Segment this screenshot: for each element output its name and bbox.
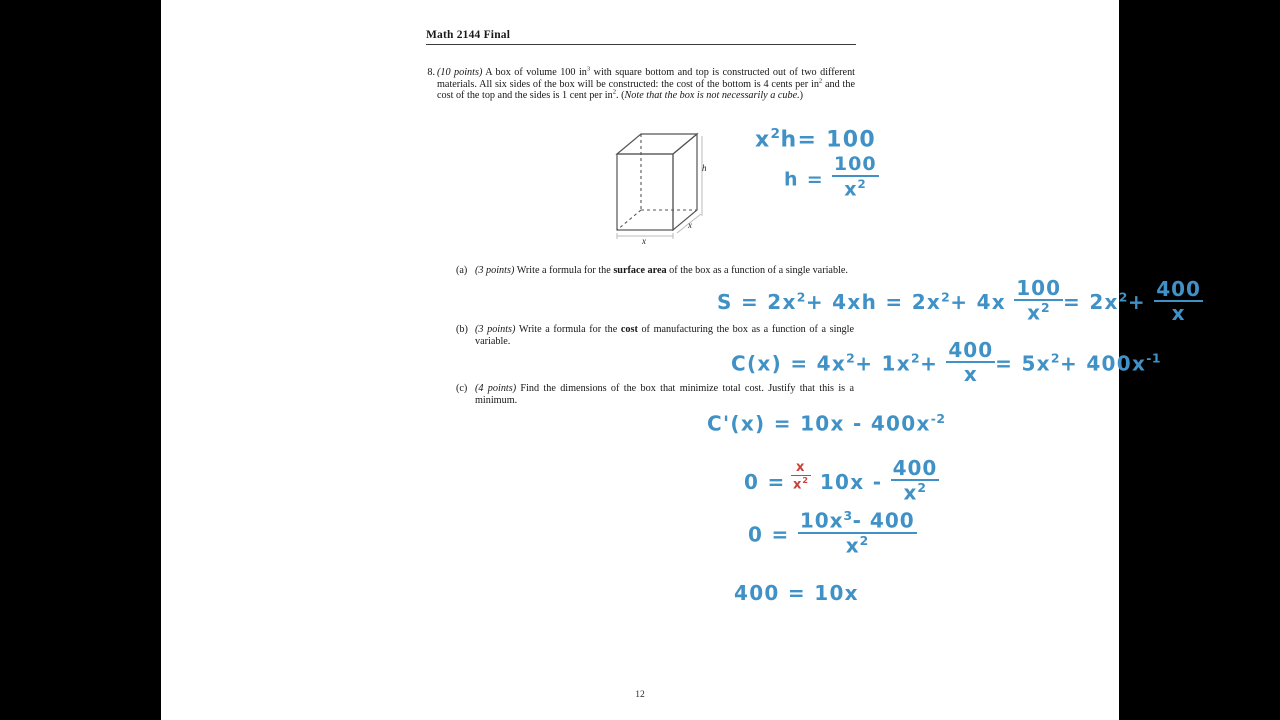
scanned-exam-page bbox=[161, 0, 1201, 720]
ink-x: x bbox=[755, 127, 771, 153]
part-a-bold-term: surface area bbox=[613, 265, 667, 276]
ink-zero1-start: 0 = bbox=[744, 470, 786, 495]
ink-red-fraction bbox=[791, 461, 811, 492]
ink-sa-mid2: + 4x bbox=[950, 290, 1006, 315]
ink-x-exponent: 2 bbox=[770, 126, 781, 142]
ink-denominator: $x^2$ bbox=[844, 177, 867, 201]
superscript-in2-a: 2 bbox=[818, 77, 823, 85]
figure-label-height: h bbox=[702, 163, 707, 173]
question-text-1: A box of volume 100 in bbox=[482, 67, 587, 78]
question-number: 8. bbox=[427, 67, 435, 78]
handwriting-volume-equation bbox=[755, 126, 876, 152]
ink-h: h bbox=[780, 127, 798, 153]
superscript-in2-b: 2 bbox=[612, 88, 616, 96]
ink-fraction-100-over-x2 bbox=[832, 155, 879, 200]
ink-zero1-fraction: $\frac{400}{x^2}$ bbox=[892, 456, 938, 506]
question-8-statement bbox=[427, 65, 855, 102]
part-a-prompt bbox=[456, 265, 854, 277]
handwriting-cost-function: $C(x) = 4x^2+ 1x^2+$ $\frac{400}{x}$ = $5x^2+ 400x^{-1}$ bbox=[731, 338, 1161, 387]
ink-cost-tail: + 400x bbox=[1060, 351, 1147, 376]
ink-h-equals: h = bbox=[784, 168, 824, 191]
ink-cost-start: C(x) = 4x bbox=[731, 351, 847, 376]
ink-sa-mid: + 4xh = 2x bbox=[805, 290, 942, 315]
ink-zero1-mid: 10x - bbox=[819, 470, 883, 495]
part-c-text: Find the dimensions of the box that minimize total cost. Justify that this is a minimum. bbox=[475, 383, 854, 406]
rectangular-box-diagram bbox=[613, 130, 713, 252]
part-b-label: (b) bbox=[456, 324, 468, 335]
figure-label-depth: x bbox=[688, 220, 692, 230]
ink-cost-fraction: $\frac{400}{x}$ bbox=[948, 338, 994, 387]
ink-sa-fraction-1: $\frac{100}{x^2}$ bbox=[1016, 276, 1062, 326]
header-title: Math 2144 Final bbox=[426, 29, 511, 41]
ink-cost-plus: + bbox=[920, 351, 939, 376]
part-a-text-after: of the box as a function of a single variable. bbox=[666, 265, 848, 276]
question-text-5: ) bbox=[799, 90, 804, 102]
part-a-points: (3 points) bbox=[475, 265, 515, 276]
ink-sa-plus: + bbox=[1127, 290, 1146, 315]
superscript-in3: 3 bbox=[586, 65, 591, 73]
handwriting-zero-equation-2 bbox=[748, 510, 917, 556]
ink-sa-start: S = 2x bbox=[717, 290, 797, 315]
ink-zero2-fraction bbox=[798, 510, 917, 556]
page-header bbox=[426, 28, 856, 45]
ink-cost-eq: = 5x bbox=[995, 351, 1051, 376]
handwriting-red-correction bbox=[791, 461, 811, 492]
part-c-label: (c) bbox=[456, 383, 468, 394]
question-text-4: . ( bbox=[616, 90, 625, 102]
ink-sa-fraction-2: $\frac{400}{x}$ bbox=[1156, 276, 1201, 326]
ink-deriv-exponent: -2 bbox=[930, 411, 946, 426]
ink-zero2-denominator: $x^2$ bbox=[845, 533, 869, 558]
part-b-text-before: Write a formula for the bbox=[515, 324, 621, 335]
header-rule bbox=[426, 44, 856, 45]
part-b-bold-term: cost bbox=[620, 324, 638, 335]
handwriting-zero-equation-1 bbox=[744, 456, 939, 506]
handwriting-final-line: 400 = 10x bbox=[734, 581, 859, 605]
handwriting-surface-area: $S = 2x^2+ 4xh = 2x^2+ 4x$ $\frac{100}{x^2}$ = $2x^2+$ $\frac{400}{x}$ bbox=[717, 276, 1201, 326]
question-text-3: and the cost of the top and the sides is 1 cent per in bbox=[437, 78, 855, 102]
part-b-points: (3 points) bbox=[475, 324, 516, 335]
part-a-label: (a) bbox=[456, 265, 468, 276]
ink-red-numerator: x bbox=[791, 461, 811, 476]
question-points: (10 points) bbox=[437, 67, 483, 78]
figure-label-width: x bbox=[642, 236, 646, 246]
ink-sa-eq2: = 2x bbox=[1063, 290, 1119, 315]
ink-zero2-start: 0 = bbox=[748, 522, 790, 547]
question-text-2: with square bottom and top is constructed out of two different materials. All six sides of the box will be constructed: the cost of the bottom is 4 cents per in bbox=[437, 67, 855, 90]
ink-equals-100: = 100 bbox=[797, 127, 876, 153]
part-c-points: (4 points) bbox=[475, 383, 517, 394]
question-note: Note that the box is not necessarily a cube. bbox=[624, 90, 800, 102]
page-number: 12 bbox=[635, 690, 645, 700]
handwriting-height-solved bbox=[784, 155, 879, 200]
handwriting-derivative bbox=[707, 411, 945, 436]
part-a-text-before: Write a formula for the bbox=[514, 265, 614, 276]
ink-zero2-numerator: $10x^3-$ 400 bbox=[799, 508, 915, 533]
ink-cost-mid: + 1x bbox=[855, 351, 911, 376]
ink-numerator: 100 bbox=[832, 155, 879, 177]
part-c-prompt bbox=[456, 383, 854, 406]
ink-red-denominator: $x^2$ bbox=[793, 476, 809, 493]
letterbox-left bbox=[0, 0, 161, 720]
part-b-text-after: of manufacturing the box as a function of a single variable. bbox=[475, 324, 854, 347]
ink-deriv-text: C'(x) = 10x - 400x bbox=[707, 411, 931, 436]
